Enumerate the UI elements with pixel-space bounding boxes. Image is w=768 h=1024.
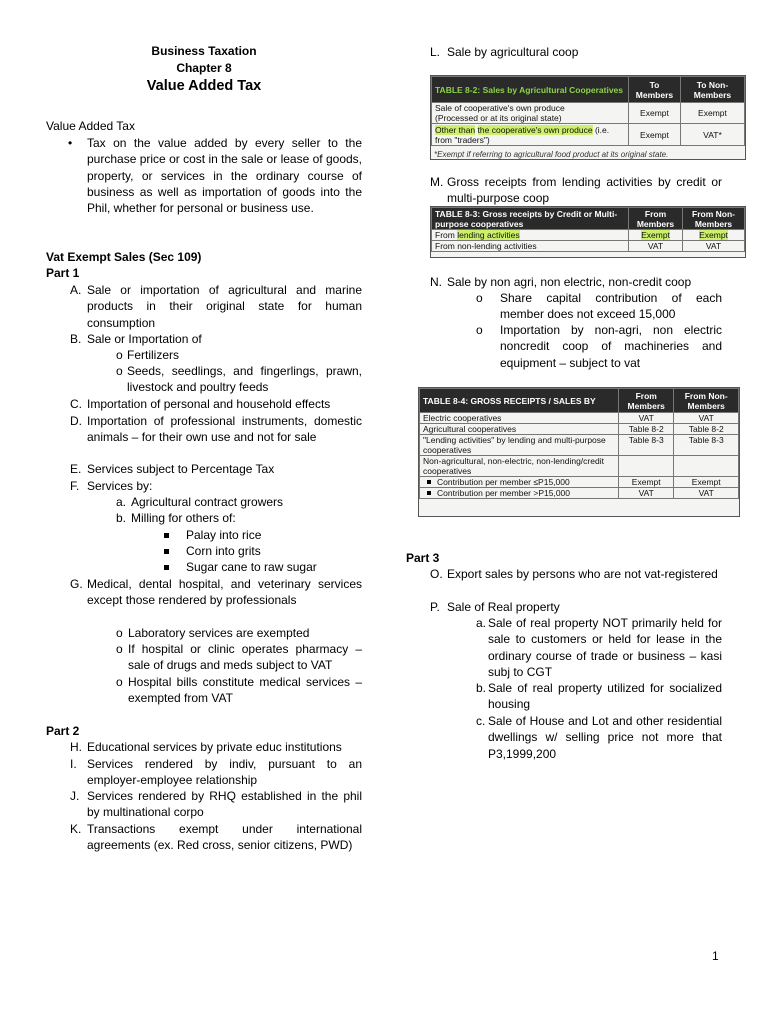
list-item-p-b xyxy=(476,680,722,713)
table-8-3 xyxy=(430,206,746,258)
table-cell xyxy=(674,456,739,477)
table-cell: VAT xyxy=(619,413,674,424)
column-header: From Non-Members xyxy=(674,389,739,413)
table-cell: Electric cooperatives xyxy=(420,413,619,424)
table-cell: Contribution per member >P15,000 xyxy=(420,488,619,499)
table-row xyxy=(420,477,739,488)
table-row xyxy=(420,435,739,456)
item-text: Laboratory services are exempted xyxy=(128,626,310,640)
item-text: Sale of House and Lot and other residential dwellings w/ selling price not more that P3,1999,200 xyxy=(488,714,722,761)
square-bullet-icon xyxy=(164,543,186,559)
intro-bullet xyxy=(68,135,362,216)
item-text: Export sales by persons who are not vat-registered xyxy=(447,567,718,581)
table-title: TABLE 8-4: GROSS RECEIPTS / SALES BY xyxy=(420,389,619,413)
table-cell: VAT xyxy=(674,413,739,424)
milling-item-3 xyxy=(164,559,362,575)
item-label: F. xyxy=(70,479,80,493)
table-row xyxy=(420,413,739,424)
table-cell: Table 8-3 xyxy=(619,435,674,456)
item-text: Sale of Real property xyxy=(447,600,560,614)
circle-bullet-icon: o xyxy=(476,323,483,337)
table-cell: Table 8-2 xyxy=(619,424,674,435)
item-text: Sale or Importation of xyxy=(87,332,202,346)
column-header: From Members xyxy=(619,389,674,413)
item-text: Services rendered by indiv, pursuant to an employer-employee relationship xyxy=(87,757,362,788)
item-text: Educational services by private educ institutions xyxy=(87,740,342,754)
item-text: Share capital contribution of each member does not exceed 15,000 xyxy=(500,291,722,322)
list-item-i xyxy=(70,756,362,789)
item-text: Sale of real property utilized for socialized housing xyxy=(488,681,722,712)
item-text: Agricultural contract growers xyxy=(131,495,284,509)
list-item-k xyxy=(70,821,362,854)
item-text: Fertilizers xyxy=(127,348,180,362)
list-item-c xyxy=(70,396,362,412)
list-item-o xyxy=(430,566,722,582)
item-text: Gross receipts from lending activities by credit or multi-purpose coop xyxy=(447,175,722,206)
item-text: Hospital bills constitute medical services – exempted from VAT xyxy=(128,675,362,706)
part2-heading: Part 2 xyxy=(46,724,80,738)
part1-heading: Part 1 xyxy=(46,266,80,280)
item-label: b. xyxy=(476,681,487,695)
list-item-f xyxy=(70,478,362,494)
table-cell: Exempt xyxy=(619,477,674,488)
list-item-n xyxy=(430,274,722,290)
circle-bullet-icon: o xyxy=(116,626,123,640)
item-text: Palay into rice xyxy=(186,528,262,542)
table-cell: VAT xyxy=(629,241,683,252)
table-cell: Agricultural cooperatives xyxy=(420,424,619,435)
table-cell: Contribution per member ≤P15,000 xyxy=(420,477,619,488)
table-title: TABLE 8-2: Sales by Agricultural Cooperatives xyxy=(432,77,629,103)
item-text: If hospital or clinic operates pharmacy – sale of drugs and meds subject to VAT xyxy=(128,642,362,673)
list-item-a xyxy=(70,282,362,331)
list-item-b-sub2 xyxy=(116,363,362,396)
table-cell: VAT xyxy=(674,488,739,499)
column-header: To Members xyxy=(629,77,681,103)
item-text: Importation by non-agri, non electric noncredit coop of machineries and equipment – subject to vat xyxy=(500,323,722,370)
item-text: Importation of professional instruments, domestic animals – for their own use and not for sale xyxy=(87,414,362,445)
item-label: P. xyxy=(430,600,440,614)
column-header: From Members xyxy=(629,208,683,230)
item-label: A. xyxy=(70,283,82,297)
table-row xyxy=(432,103,745,124)
item-label: N. xyxy=(430,275,442,289)
table-cell: VAT* xyxy=(680,124,744,146)
column-header: From Non-Members xyxy=(683,208,745,230)
doc-header-line1: Business Taxation xyxy=(151,44,257,58)
list-item-n-sub2 xyxy=(476,322,722,371)
item-text: Services subject to Percentage Tax xyxy=(87,462,275,476)
circle-bullet-icon: o xyxy=(116,675,123,689)
square-bullet-icon xyxy=(427,491,431,495)
item-label: G. xyxy=(70,577,83,591)
table-note: *Exempt if referring to agricultural food product at its original state. xyxy=(434,150,669,159)
table-cell: Non-agricultural, non-electric, non-lending/credit cooperatives xyxy=(420,456,619,477)
list-item-p-a xyxy=(476,615,722,680)
square-bullet-icon xyxy=(427,480,431,484)
part3-heading: Part 3 xyxy=(406,551,440,565)
circle-bullet-icon: o xyxy=(476,291,483,305)
table-cell: Exempt xyxy=(629,124,681,146)
circle-bullet-icon: o xyxy=(116,348,123,362)
circle-bullet-icon: o xyxy=(116,642,123,656)
list-item-d xyxy=(70,413,362,446)
table-cell: Exempt xyxy=(674,477,739,488)
list-item-j xyxy=(70,788,362,821)
item-text: Transactions exempt under international agreements (ex. Red cross, senior citizens, PWD) xyxy=(87,822,362,853)
table-cell: "Lending activities" by lending and multi-purpose cooperatives xyxy=(420,435,619,456)
table-cell: Other than the cooperative's own produce (i.e. from "traders") xyxy=(432,124,629,146)
item-label: a. xyxy=(476,616,487,630)
table-8-2 xyxy=(430,75,746,160)
intro-bullet-text: Tax on the value added by every seller to the purchase price or cost in the sale or lease of goods, property, or services in the ordinary course of business as well as importation of goods into the Phil, whether for personal or business use. xyxy=(87,136,362,216)
table-cell: Exempt xyxy=(629,103,681,124)
list-item-p xyxy=(430,599,722,615)
item-label: O. xyxy=(430,567,443,581)
exempt-heading: Vat Exempt Sales (Sec 109) xyxy=(46,250,202,264)
table-cell: Table 8-3 xyxy=(674,435,739,456)
column-header: To Non-Members xyxy=(680,77,744,103)
table-row xyxy=(420,424,739,435)
item-label: H. xyxy=(70,740,82,754)
table-title: TABLE 8-3: Gross receipts by Credit or Multi-purpose cooperatives xyxy=(432,208,629,230)
item-text: Corn into grits xyxy=(186,544,261,558)
item-text: Sale or importation of agricultural and marine products in their original state for human consumption xyxy=(87,283,362,330)
square-bullet-icon xyxy=(164,527,186,543)
table-row xyxy=(432,230,745,241)
item-label: C. xyxy=(70,397,82,411)
list-item-h xyxy=(70,739,362,755)
table-cell: From lending activities xyxy=(432,230,629,241)
item-label: I. xyxy=(70,757,77,771)
milling-item-1 xyxy=(164,527,362,543)
list-item-f-a xyxy=(116,494,362,510)
doc-header-line2: Chapter 8 xyxy=(176,61,232,75)
list-item-m xyxy=(430,174,722,207)
list-item-g xyxy=(70,576,362,609)
circle-bullet-icon: o xyxy=(116,364,123,378)
list-item-e xyxy=(70,461,362,477)
item-text: Services rendered by RHQ established in the phil by multinational corpo xyxy=(87,789,362,820)
square-bullet-icon xyxy=(164,559,186,575)
list-item-l xyxy=(430,44,722,60)
intro-heading: Value Added Tax xyxy=(46,119,135,133)
table-8-4 xyxy=(418,387,740,517)
item-text: Sale of real property NOT primarily held for sale to customers or held for lease in the ordinary course of trade or business – kasi subj to CGT xyxy=(488,616,722,679)
item-text: Importation of personal and household effects xyxy=(87,397,331,411)
item-text: Seeds, seedlings, and fingerlings, prawn, livestock and poultry feeds xyxy=(127,364,362,395)
item-text: Sale by agricultural coop xyxy=(447,45,579,59)
item-text: Sugar cane to raw sugar xyxy=(186,560,317,574)
item-label: L. xyxy=(430,45,441,59)
item-text: Sale by non agri, non electric, non-credit coop xyxy=(447,275,692,289)
list-item-b-sub1 xyxy=(116,347,362,363)
table-cell: Exempt xyxy=(680,103,744,124)
page-number: 1 xyxy=(712,949,719,963)
table-cell: From non-lending activities xyxy=(432,241,629,252)
item-label: M. xyxy=(430,175,444,189)
table-cell: Exempt xyxy=(641,230,670,240)
list-item-g-sub2 xyxy=(116,641,362,674)
table-cell: VAT xyxy=(683,241,745,252)
table-cell xyxy=(619,456,674,477)
table-cell: Exempt xyxy=(699,230,728,240)
item-text: Services by: xyxy=(87,479,153,493)
item-label: D. xyxy=(70,414,82,428)
page-title: Value Added Tax xyxy=(146,78,262,94)
table-row xyxy=(432,124,745,146)
list-item-b xyxy=(70,331,362,347)
item-label: a. xyxy=(116,495,127,509)
item-label: J. xyxy=(70,789,80,803)
list-item-n-sub1 xyxy=(476,290,722,323)
item-text: Milling for others of: xyxy=(131,511,236,525)
item-label: c. xyxy=(476,714,486,728)
milling-item-2 xyxy=(164,543,362,559)
item-label: b. xyxy=(116,511,127,525)
table-row xyxy=(432,241,745,252)
list-item-g-sub1 xyxy=(116,625,362,641)
table-cell: Sale of cooperative's own produce (Processed or at its original state) xyxy=(432,103,629,124)
table-cell: Table 8-2 xyxy=(674,424,739,435)
item-label: E. xyxy=(70,462,82,476)
list-item-g-sub3 xyxy=(116,674,362,707)
bullet-icon: • xyxy=(68,136,73,150)
list-item-f-b xyxy=(116,510,362,526)
table-cell: VAT xyxy=(619,488,674,499)
item-text: Medical, dental hospital, and veterinary services except those rendered by professionals xyxy=(87,577,362,608)
table-row xyxy=(420,456,739,477)
item-label: B. xyxy=(70,332,82,346)
item-label: K. xyxy=(70,822,82,836)
list-item-p-c xyxy=(476,713,722,762)
table-row xyxy=(420,488,739,499)
